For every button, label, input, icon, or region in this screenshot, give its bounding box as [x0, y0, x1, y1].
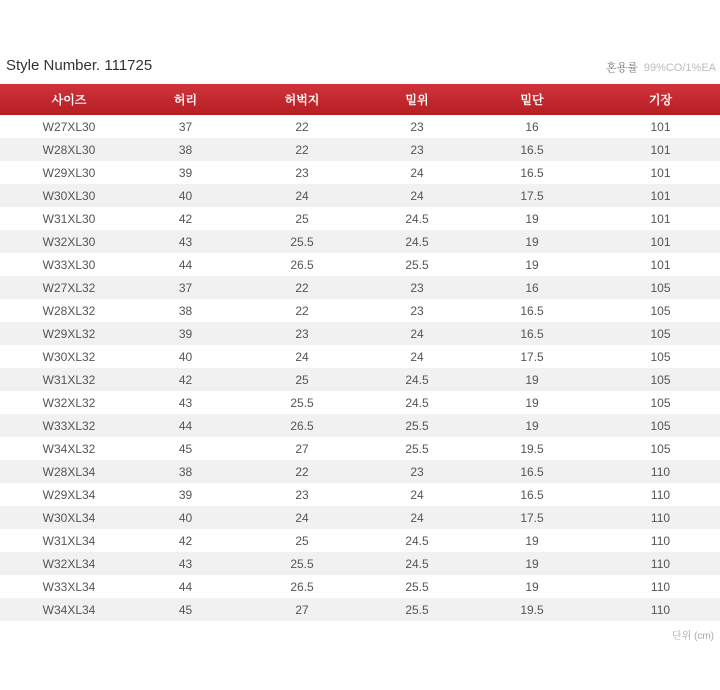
cell-size: W33XL30 — [42, 257, 96, 272]
fabric-composition-label: 혼용률 — [605, 62, 638, 74]
cell-waist: 44 — [178, 257, 193, 272]
cell-thigh: 26.5 — [233, 414, 371, 437]
cell-length: 110 — [601, 552, 720, 575]
cell-waist: 42 — [178, 211, 193, 226]
cell-thigh: 25.5 — [233, 552, 371, 575]
cell-hem: 16.5 — [463, 460, 601, 483]
cell-length: 110 — [650, 487, 671, 502]
cell-hem: 19 — [525, 579, 539, 594]
cell-size: W27XL30 — [42, 119, 96, 134]
cell-size: W27XL32 — [0, 276, 138, 299]
cell-rise: 24.5 — [371, 368, 463, 391]
cell-thigh: 25.5 — [290, 395, 314, 410]
cell-rise: 24 — [371, 506, 463, 529]
table-row — [0, 276, 720, 299]
cell-length: 105 — [601, 414, 720, 437]
cell-rise: 25.5 — [405, 579, 429, 594]
cell-hem: 17.5 — [463, 506, 601, 529]
cell-rise: 23 — [371, 138, 463, 161]
cell-hem: 19 — [525, 211, 539, 226]
cell-rise: 25.5 — [371, 414, 463, 437]
fabric-composition — [606, 59, 716, 75]
cell-waist: 45 — [138, 598, 233, 621]
cell-length: 110 — [650, 579, 671, 594]
cell-size: W29XL34 — [42, 487, 96, 502]
cell-rise: 24.5 — [371, 230, 463, 253]
cell-hem: 16.5 — [463, 322, 601, 345]
unit-note: 단위 (cm) — [671, 631, 714, 642]
cell-waist: 45 — [178, 441, 193, 456]
cell-size: W29XL30 — [42, 165, 96, 180]
cell-thigh: 23 — [233, 322, 371, 345]
cell-rise: 25.5 — [405, 257, 429, 272]
cell-thigh: 25 — [295, 533, 309, 548]
cell-rise: 25.5 — [405, 441, 429, 456]
cell-thigh: 24 — [233, 184, 371, 207]
table-row — [0, 161, 720, 184]
cell-rise: 24.5 — [405, 211, 429, 226]
cell-hem: 19.5 — [520, 441, 544, 456]
cell-waist: 37 — [178, 119, 193, 134]
table-row — [0, 506, 720, 529]
table-row — [0, 322, 720, 345]
cell-waist: 43 — [178, 395, 193, 410]
cell-length: 101 — [601, 184, 720, 207]
column-header-rise: 밑위 — [371, 84, 463, 115]
table-row — [0, 207, 720, 230]
cell-waist: 42 — [138, 368, 233, 391]
cell-rise: 24 — [410, 349, 424, 364]
cell-waist: 40 — [138, 184, 233, 207]
cell-length: 110 — [601, 506, 720, 529]
cell-thigh: 22 — [233, 276, 371, 299]
cell-length: 101 — [650, 257, 671, 272]
column-header-hem: 밑단 — [463, 84, 601, 115]
cell-rise: 24.5 — [405, 533, 429, 548]
cell-waist: 44 — [178, 579, 193, 594]
cell-size: W30XL32 — [42, 349, 96, 364]
cell-hem: 19 — [463, 552, 601, 575]
cell-rise: 24 — [410, 487, 424, 502]
table-row — [0, 184, 720, 207]
cell-hem: 19 — [525, 395, 539, 410]
cell-size: W28XL32 — [42, 303, 96, 318]
table-row — [0, 299, 720, 322]
cell-rise: 24 — [410, 165, 424, 180]
cell-thigh: 22 — [295, 119, 309, 134]
cell-waist: 39 — [178, 165, 193, 180]
cell-hem: 16.5 — [463, 138, 601, 161]
cell-length: 101 — [601, 138, 720, 161]
cell-hem: 16.5 — [520, 303, 544, 318]
table-row — [0, 391, 720, 414]
fabric-composition-value: 99%CO/1%EA — [643, 62, 716, 74]
cell-waist: 38 — [138, 460, 233, 483]
cell-waist: 40 — [138, 506, 233, 529]
cell-size: W31XL34 — [42, 533, 96, 548]
cell-thigh: 25.5 — [233, 230, 371, 253]
cell-hem: 19 — [463, 414, 601, 437]
cell-hem: 17.5 — [463, 184, 601, 207]
cell-length: 105 — [650, 349, 671, 364]
table-row — [0, 483, 720, 506]
column-header-thigh: 허벅지 — [233, 84, 371, 115]
cell-thigh: 23 — [295, 487, 309, 502]
cell-rise: 24 — [371, 322, 463, 345]
cell-hem: 16 — [463, 276, 601, 299]
size-chart-table — [0, 84, 720, 621]
table-row — [0, 460, 720, 483]
cell-thigh: 25 — [295, 211, 309, 226]
cell-thigh: 26.5 — [290, 579, 314, 594]
cell-hem: 16.5 — [520, 487, 544, 502]
cell-length: 101 — [650, 211, 671, 226]
table-row — [0, 529, 720, 552]
cell-thigh: 22 — [295, 303, 309, 318]
table-row — [0, 598, 720, 621]
cell-waist: 38 — [138, 138, 233, 161]
cell-rise: 23 — [371, 460, 463, 483]
cell-length: 105 — [601, 322, 720, 345]
cell-length: 101 — [650, 119, 671, 134]
cell-thigh: 24 — [295, 349, 309, 364]
column-header-length: 기장 — [601, 84, 720, 115]
cell-size: W33XL32 — [0, 414, 138, 437]
cell-size: W31XL32 — [0, 368, 138, 391]
cell-length: 105 — [601, 276, 720, 299]
cell-size: W33XL34 — [42, 579, 96, 594]
cell-size: W29XL32 — [0, 322, 138, 345]
cell-waist: 37 — [138, 276, 233, 299]
cell-rise: 24.5 — [371, 552, 463, 575]
cell-size: W28XL30 — [0, 138, 138, 161]
cell-waist: 42 — [178, 533, 193, 548]
cell-size: W32XL32 — [42, 395, 96, 410]
cell-length: 105 — [601, 368, 720, 391]
cell-waist: 43 — [138, 230, 233, 253]
table-row — [0, 552, 720, 575]
table-row — [0, 345, 720, 368]
column-header-size: 사이즈 — [0, 84, 138, 115]
column-header-waist: 허리 — [138, 84, 233, 115]
table-row — [0, 253, 720, 276]
table-row — [0, 230, 720, 253]
cell-waist: 40 — [178, 349, 193, 364]
cell-length: 105 — [650, 303, 671, 318]
cell-length: 110 — [601, 598, 720, 621]
cell-size: W31XL30 — [42, 211, 96, 226]
cell-size: W34XL32 — [42, 441, 96, 456]
cell-length: 101 — [601, 230, 720, 253]
cell-size: W34XL34 — [0, 598, 138, 621]
cell-rise: 23 — [371, 276, 463, 299]
cell-rise: 23 — [410, 119, 424, 134]
cell-length: 105 — [650, 395, 671, 410]
cell-thigh: 22 — [233, 138, 371, 161]
cell-length: 101 — [650, 165, 671, 180]
table-row — [0, 115, 720, 138]
cell-thigh: 26.5 — [290, 257, 314, 272]
cell-rise: 25.5 — [371, 598, 463, 621]
cell-hem: 16 — [525, 119, 539, 134]
cell-waist: 38 — [178, 303, 193, 318]
cell-hem: 19 — [525, 257, 539, 272]
cell-thigh: 27 — [233, 598, 371, 621]
cell-thigh: 25 — [233, 368, 371, 391]
cell-hem: 17.5 — [520, 349, 544, 364]
cell-length: 105 — [650, 441, 671, 456]
cell-size: W30XL34 — [0, 506, 138, 529]
cell-length: 110 — [650, 533, 671, 548]
cell-waist: 39 — [178, 487, 193, 502]
cell-rise: 24 — [371, 184, 463, 207]
cell-size: W30XL30 — [0, 184, 138, 207]
style-number-title: Style Number. 111725 — [6, 57, 153, 74]
cell-size: W32XL30 — [0, 230, 138, 253]
cell-hem: 19 — [525, 533, 539, 548]
cell-waist: 43 — [138, 552, 233, 575]
cell-rise: 23 — [410, 303, 424, 318]
cell-hem: 16.5 — [520, 165, 544, 180]
table-row — [0, 575, 720, 598]
table-row — [0, 437, 720, 460]
table-row — [0, 414, 720, 437]
cell-length: 110 — [601, 460, 720, 483]
cell-size: W28XL34 — [0, 460, 138, 483]
table-row — [0, 368, 720, 391]
cell-thigh: 22 — [233, 460, 371, 483]
cell-size: W32XL34 — [0, 552, 138, 575]
cell-waist: 44 — [138, 414, 233, 437]
cell-hem: 19.5 — [463, 598, 601, 621]
cell-thigh: 24 — [233, 506, 371, 529]
cell-thigh: 23 — [295, 165, 309, 180]
cell-thigh: 27 — [295, 441, 309, 456]
size-chart-header — [0, 84, 720, 115]
cell-hem: 19 — [463, 230, 601, 253]
size-chart-body — [0, 115, 720, 621]
cell-rise: 24.5 — [405, 395, 429, 410]
cell-hem: 19 — [463, 368, 601, 391]
cell-waist: 39 — [138, 322, 233, 345]
table-row — [0, 138, 720, 161]
